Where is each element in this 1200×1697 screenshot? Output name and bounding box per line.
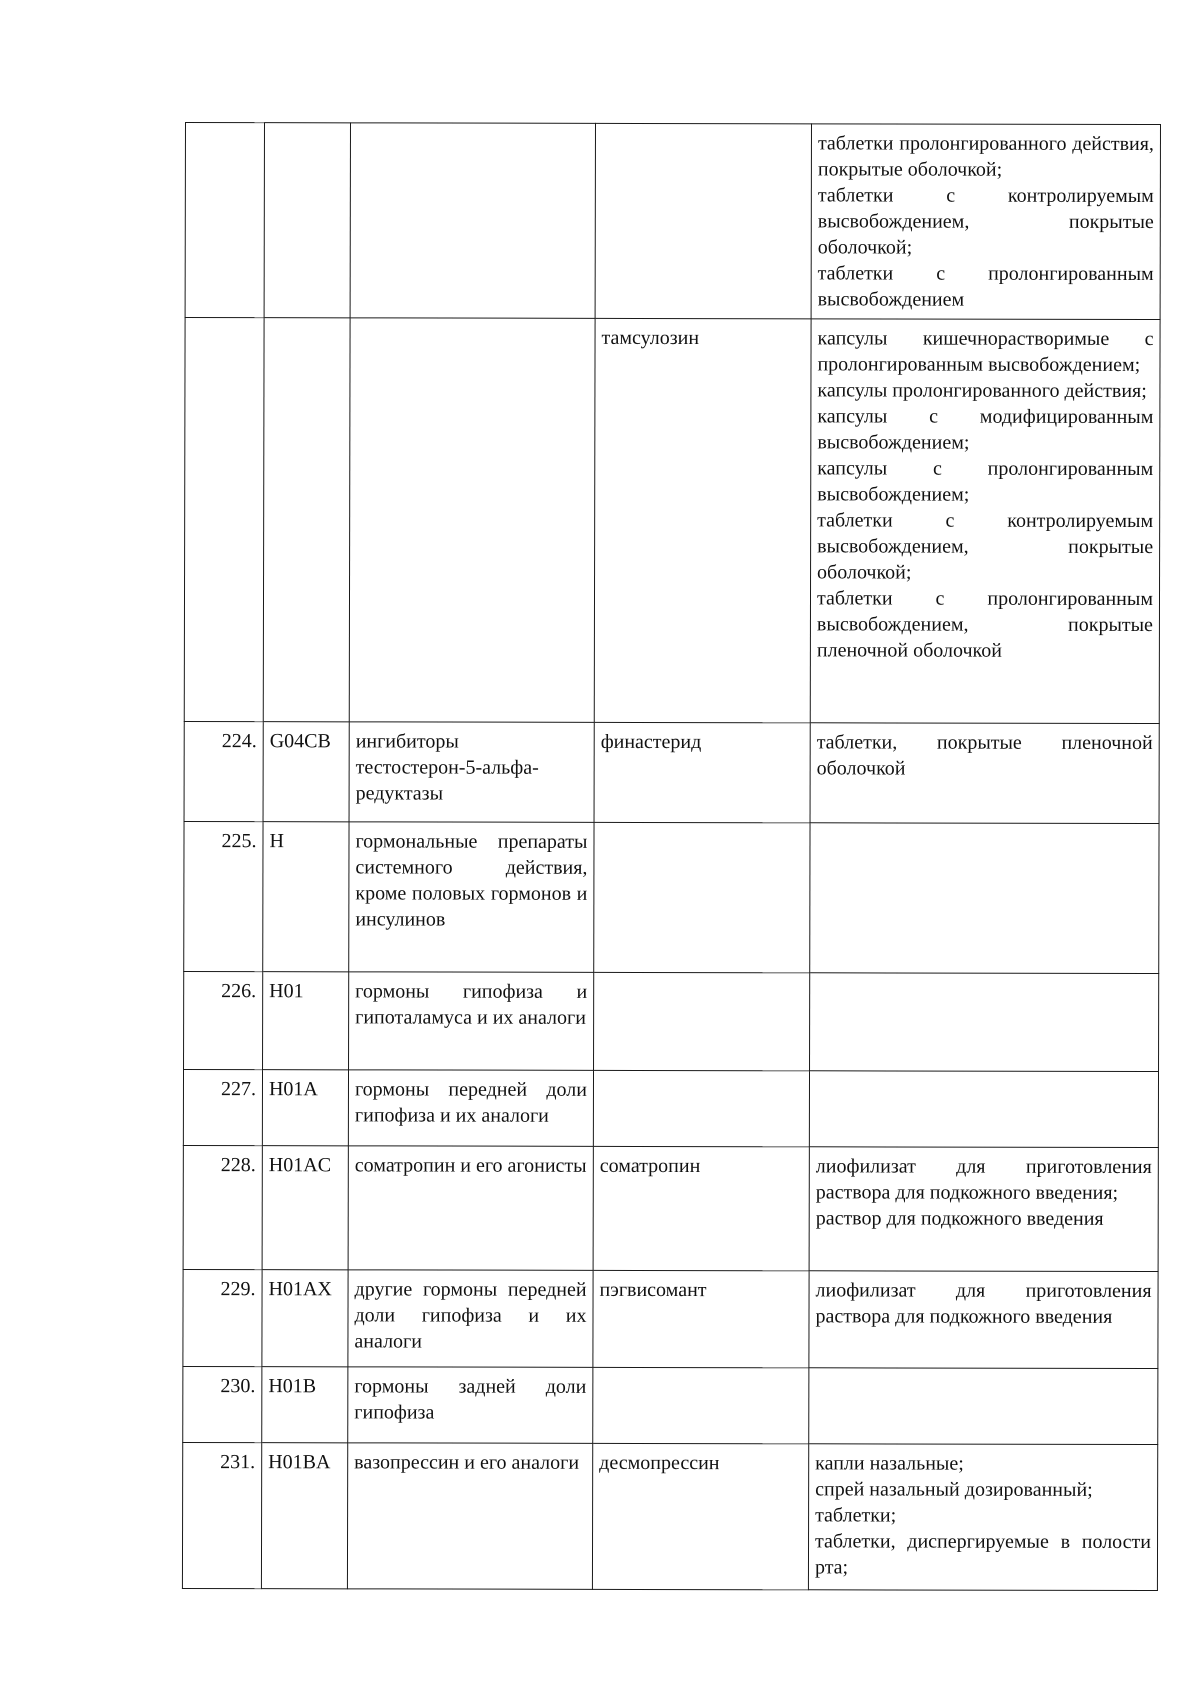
dosage-forms-cell: [810, 823, 1159, 974]
dosage-forms-cell: [809, 1147, 1158, 1272]
dosage-form-entry: таблетки с контролируемым высвобождением, покрытые оболочкой;: [817, 509, 1154, 584]
group-name-cell: ингибиторы тестостерон-5-альфа-редуктазы: [349, 722, 594, 823]
group-name-cell: вазопрессин и его аналоги: [347, 1443, 592, 1590]
row-number-cell: 225.: [184, 821, 263, 971]
group-name-cell: гормоны гипофиза и гипоталамуса и их аналоги: [349, 972, 594, 1071]
dosage-form-entry: лиофилизат для приготовления раствора для подкожного введения: [815, 1279, 1152, 1328]
group-name-cell: соматропин и его агонисты: [348, 1146, 593, 1271]
group-name-cell: гормоны задней доли гипофиза: [348, 1367, 593, 1444]
table-row: [184, 821, 1159, 973]
group-name-cell: [349, 318, 595, 723]
drug-name-cell: пэгвисомант: [593, 1270, 809, 1367]
row-number-cell: 230.: [183, 1366, 262, 1442]
row-number-cell: 231.: [182, 1442, 261, 1588]
row-number-cell: 224.: [184, 721, 263, 821]
dosage-forms-cell: [810, 723, 1159, 824]
drug-name-cell: финастерид: [594, 722, 810, 822]
table-row: [183, 1145, 1158, 1271]
atc-code-cell: [264, 123, 350, 318]
dosage-forms-cell: [809, 1368, 1158, 1445]
dosage-forms-cell: [811, 124, 1160, 320]
table-row: [184, 971, 1159, 1071]
dosage-form-entry: таблетки пролонгированного действия, покрытые оболочкой;: [817, 132, 1154, 181]
dosage-form-entry: таблетки с контролируемым высвобождением, покрытые оболочкой;: [817, 184, 1154, 259]
dosage-form-entry: капсулы пролонгированного действия;: [817, 379, 1147, 403]
dosage-form-entry: таблетки, покрытые пленочной оболочкой: [816, 731, 1153, 780]
drug-name-cell: [593, 1070, 809, 1146]
atc-code-cell: H01B: [262, 1367, 348, 1443]
dosage-form-entry: таблетки с пролонгированным высвобождением: [817, 262, 1154, 311]
row-number-cell: [185, 123, 264, 318]
drug-name-cell: [593, 1367, 809, 1443]
atc-code-cell: H01BA: [261, 1443, 347, 1589]
dosage-forms-cell: [808, 1444, 1157, 1591]
dosage-form-entry: таблетки, диспергируемые в полости рта;: [814, 1530, 1152, 1579]
dosage-form-entry: лиофилизат для приготовления раствора для подкожного введения;: [815, 1155, 1152, 1204]
drug-name-cell: [594, 972, 810, 1070]
dosage-form-entry: спрей назальный дозированный;: [815, 1478, 1093, 1501]
dosage-forms-cell: [810, 319, 1160, 724]
group-name-cell: гормональные препараты системного действия, кроме половых гормонов и инсулинов: [349, 822, 594, 973]
table-row: [183, 1269, 1158, 1368]
dosage-form-entry: таблетки с пролонгированным высвобождением, покрытые пленочной оболочкой: [816, 587, 1154, 662]
dosage-form-entry: капсулы кишечнорастворимые с пролонгированным высвобождением;: [817, 327, 1154, 377]
dosage-form-entry: капсулы с модифицированным высвобождением;: [817, 405, 1154, 454]
table-row: [183, 1069, 1158, 1147]
dosage-forms-cell: [809, 1071, 1158, 1148]
atc-code-cell: H01A: [262, 1070, 348, 1146]
drug-name-cell: [595, 123, 811, 318]
atc-code-cell: H01: [263, 972, 349, 1070]
table-row: [183, 1366, 1158, 1444]
atc-code-cell: H: [263, 822, 349, 972]
group-name-cell: гормоны передней доли гипофиза и их аналоги: [348, 1070, 593, 1147]
drug-name-cell: десмопрессин: [592, 1443, 808, 1589]
group-name-cell: [350, 123, 595, 319]
atc-code-cell: [263, 318, 350, 722]
table-row: [184, 318, 1160, 724]
drug-list-table: [182, 122, 1161, 1591]
atc-code-cell: G04CB: [263, 722, 349, 822]
row-number-cell: 227.: [183, 1069, 262, 1145]
dosage-form-entry: таблетки;: [815, 1504, 897, 1527]
dosage-form-entry: раствор для подкожного введения: [815, 1207, 1104, 1230]
drug-name-cell: тамсулозин: [594, 318, 811, 722]
atc-code-cell: H01AX: [262, 1270, 348, 1367]
table-row: [182, 1442, 1157, 1590]
dosage-forms-cell: [809, 1271, 1158, 1369]
dosage-form-entry: капсулы с пролонгированным высвобождением;: [817, 457, 1154, 506]
drug-name-cell: [594, 822, 810, 972]
atc-code-cell: H01AC: [262, 1146, 348, 1270]
row-number-cell: 226.: [184, 971, 263, 1069]
row-number-cell: 229.: [183, 1269, 262, 1366]
table-row: [184, 721, 1159, 823]
dosage-forms-cell: [810, 973, 1159, 1072]
table-row: [185, 123, 1160, 320]
drug-name-cell: соматропин: [593, 1146, 809, 1270]
dosage-form-entry: капли назальные;: [815, 1452, 964, 1475]
row-number-cell: 228.: [183, 1145, 262, 1269]
row-number-cell: [184, 318, 264, 722]
group-name-cell: другие гормоны передней доли гипофиза и их аналоги: [348, 1270, 593, 1368]
